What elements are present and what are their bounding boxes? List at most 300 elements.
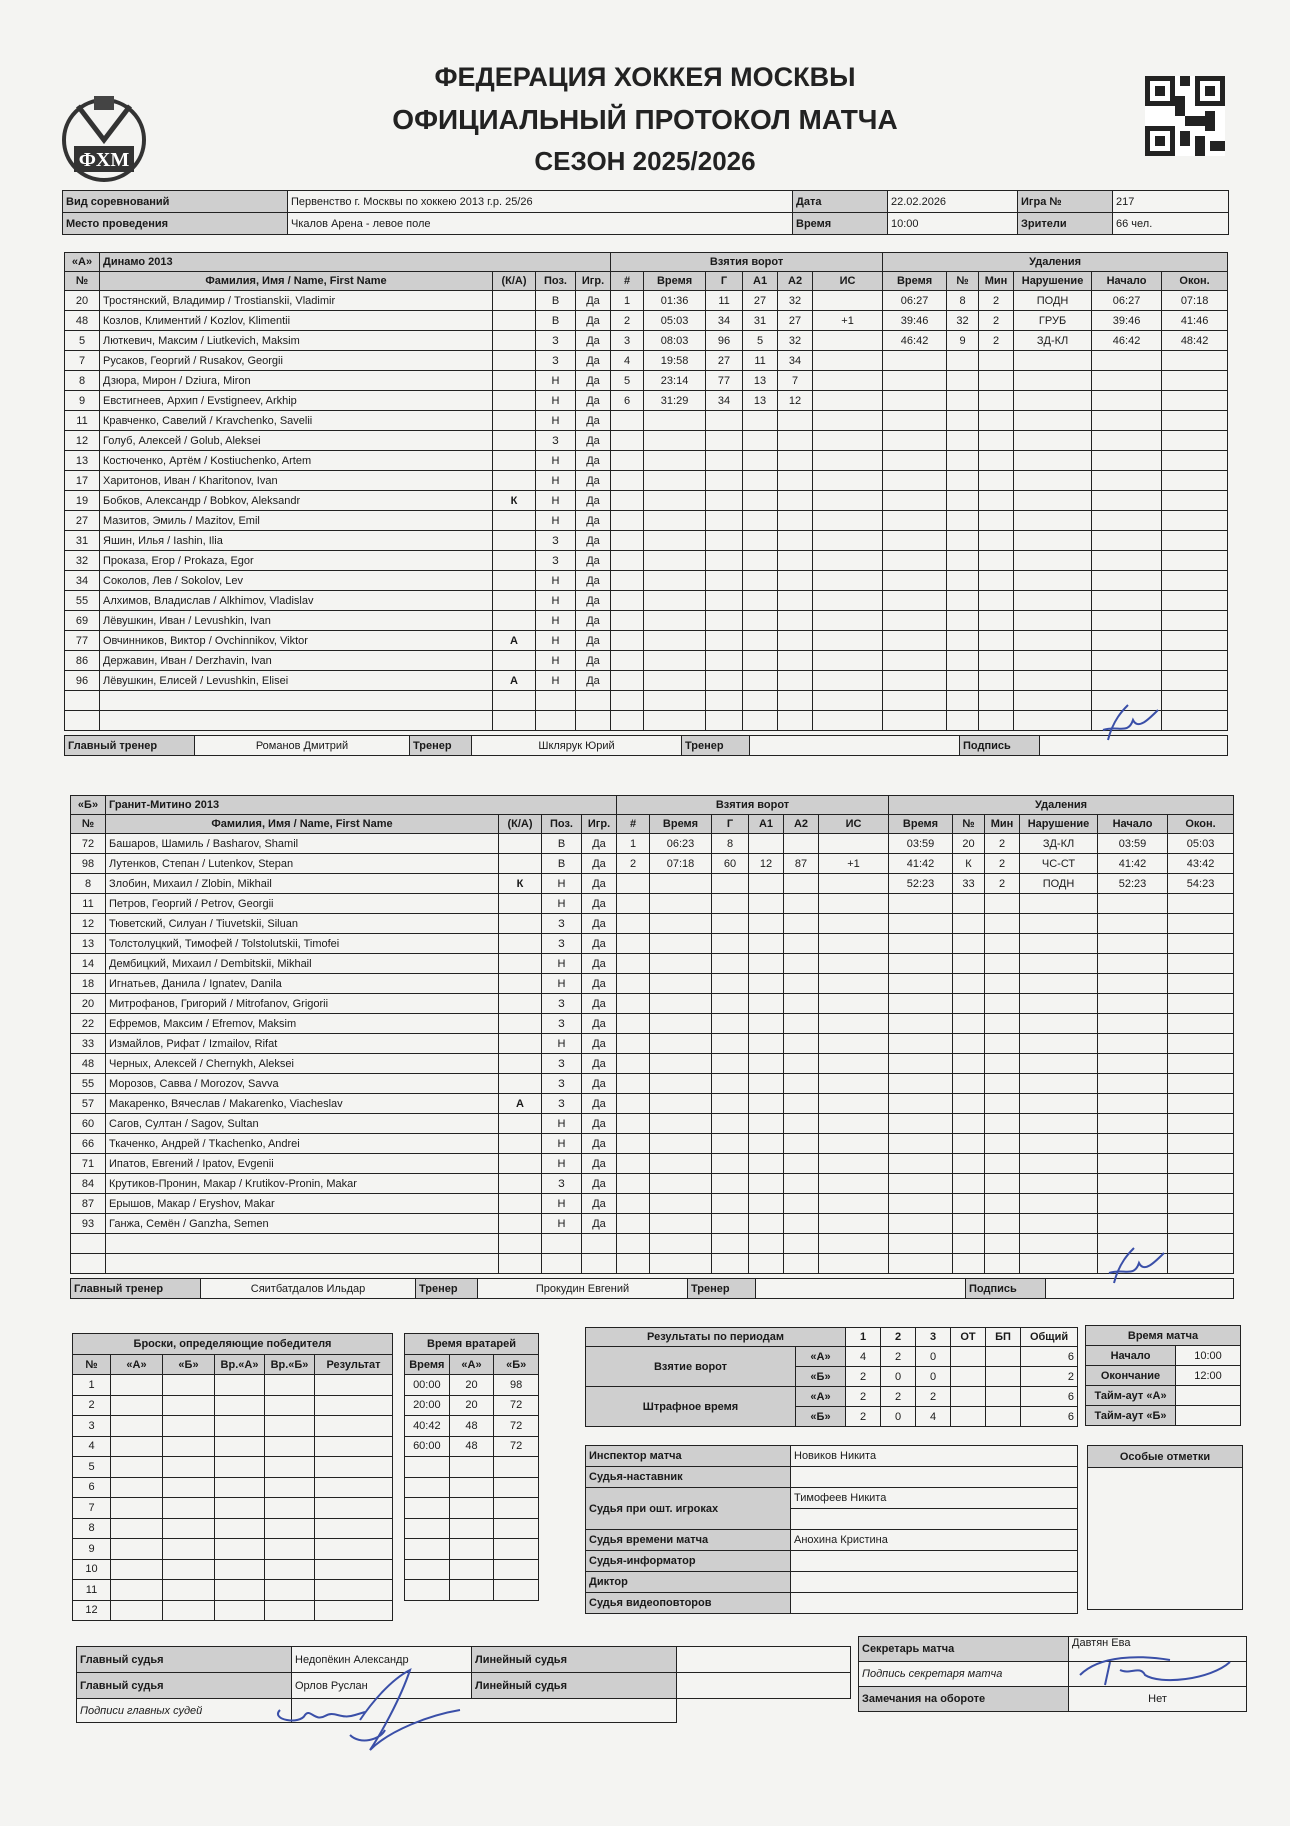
player-pos: Н: [536, 651, 576, 671]
penalty-period-value: 4: [916, 1407, 951, 1427]
penalty-num: [953, 1214, 985, 1234]
shootout-cell: [265, 1518, 315, 1539]
player-played: Да: [582, 954, 617, 974]
match-time-table: [1085, 1325, 1241, 1426]
penalty-start: [1092, 491, 1162, 511]
column-header-pos: Поз.: [542, 815, 582, 834]
goal-is: [819, 954, 889, 974]
player-row: [71, 1074, 1234, 1094]
shootout-number: 10: [73, 1559, 111, 1580]
goal-g: [706, 491, 743, 511]
player-num: 72: [71, 834, 106, 854]
announcer-label: Диктор: [586, 1572, 791, 1593]
goalie-row: [405, 1498, 539, 1519]
goalie-change-time: [405, 1498, 450, 1519]
goal-n: [611, 591, 644, 611]
penalty-min: [985, 1234, 1020, 1254]
penalty-end: [1162, 591, 1228, 611]
goal-n: [617, 914, 650, 934]
goal-g: [712, 1214, 749, 1234]
goal-a1: 31: [743, 311, 778, 331]
goal-is: [813, 371, 883, 391]
goalie-row: [405, 1395, 539, 1416]
goal-n: 1: [617, 834, 650, 854]
penalty-num: [953, 1054, 985, 1074]
goal-a2: [784, 1094, 819, 1114]
penalty-min: [979, 711, 1014, 731]
player-name: Тростянский, Владимир / Trostianskii, Vladimir: [100, 291, 493, 311]
goal-g: [706, 591, 743, 611]
player-pos: Н: [542, 874, 582, 894]
player-pos: Н: [536, 371, 576, 391]
player-name: Яшин, Илья / Iashin, Ilia: [100, 531, 493, 551]
penalty-min: [979, 391, 1014, 411]
column-header-row: [71, 815, 1234, 834]
goal-g: [712, 974, 749, 994]
player-row: [65, 391, 1228, 411]
penalty-min: [985, 1074, 1020, 1094]
penalty-start: [1098, 1054, 1168, 1074]
goal-time: [644, 591, 706, 611]
penalty-min: [985, 1154, 1020, 1174]
special-notes-title: Особые отметки: [1088, 1446, 1243, 1468]
player-played: Да: [582, 1214, 617, 1234]
shootout-cell: [163, 1600, 215, 1621]
end-value: 12:00: [1176, 1366, 1241, 1386]
shootout-row: [73, 1539, 393, 1560]
shootout-cell: [215, 1498, 265, 1519]
goalie-a-number: [449, 1580, 494, 1601]
player-ka: [493, 411, 536, 431]
goals-period-value: 0: [881, 1367, 916, 1387]
player-num: 5: [65, 331, 100, 351]
goal-g: [706, 471, 743, 491]
player-name: Митрофанов, Григорий / Mitrofanov, Grigorii: [106, 994, 499, 1014]
coach-label: Тренер: [410, 736, 472, 756]
coach2-name: [756, 1279, 966, 1299]
penalty-end: [1168, 1114, 1234, 1134]
penalty-end: [1168, 954, 1234, 974]
referee-signature-icon: [260, 1650, 520, 1760]
penalty-min: [985, 1034, 1020, 1054]
shootout-cell: [265, 1375, 315, 1396]
penalty-end: [1162, 711, 1228, 731]
player-played: Да: [576, 571, 611, 591]
player-name: Лутенков, Степан / Lutenkov, Stepan: [106, 854, 499, 874]
column-header-row: [65, 272, 1228, 291]
goalie-a-number: 48: [449, 1436, 494, 1457]
goalie-row: [405, 1518, 539, 1539]
penalty-start: 39:46: [1092, 311, 1162, 331]
player-num: 9: [65, 391, 100, 411]
goal-n: [611, 451, 644, 471]
season-title: СЕЗОН 2025/2026: [534, 146, 756, 176]
timeout-b-label: Тайм-аут «Б»: [1086, 1406, 1176, 1426]
penalty-end: [1168, 1074, 1234, 1094]
penalty-time: [883, 431, 947, 451]
shootout-cell: [111, 1395, 163, 1416]
player-row: [71, 874, 1234, 894]
player-row: [65, 291, 1228, 311]
column-header-p-time: Время: [883, 272, 947, 291]
column-header-p-end: Окон.: [1162, 272, 1228, 291]
goal-time: [650, 1174, 712, 1194]
team-name: Гранит-Митино 2013: [106, 796, 617, 815]
player-pos: [536, 691, 576, 711]
goalie-row: [405, 1539, 539, 1560]
penalty-end: 41:46: [1162, 311, 1228, 331]
signature-label: Подпись: [960, 736, 1040, 756]
penalty-start: [1092, 411, 1162, 431]
penalty-min: [985, 1214, 1020, 1234]
column-header-p-time: Время: [889, 815, 953, 834]
player-played: Да: [576, 451, 611, 471]
period-header: Общий: [1021, 1328, 1078, 1347]
penalty-start: 03:59: [1098, 834, 1168, 854]
penalty-end: [1168, 974, 1234, 994]
penalty-time: [889, 1054, 953, 1074]
goal-a1: [749, 1014, 784, 1034]
penalty-end: [1162, 451, 1228, 471]
goal-g: [706, 531, 743, 551]
goal-g: 60: [712, 854, 749, 874]
goal-n: [617, 1014, 650, 1034]
player-row: [65, 691, 1228, 711]
penalty-inf: ЧС-СТ: [1020, 854, 1098, 874]
penalty-num: [947, 671, 979, 691]
player-pos: З: [542, 1074, 582, 1094]
player-num: [65, 711, 100, 731]
goal-time: [650, 1234, 712, 1254]
goalie-time-table: [404, 1333, 539, 1601]
player-name: Кравченко, Савелий / Kravchenko, Savelii: [100, 411, 493, 431]
goal-n: [617, 1114, 650, 1134]
column-header-played: Игр.: [582, 815, 617, 834]
player-pos: З: [542, 1174, 582, 1194]
penalty-time: [889, 1194, 953, 1214]
player-ka: [499, 1074, 542, 1094]
player-name: Башаров, Шамиль / Basharov, Shamil: [106, 834, 499, 854]
player-played: Да: [582, 874, 617, 894]
player-played: Да: [582, 934, 617, 954]
column-header-g-num: #: [617, 815, 650, 834]
penalty-start: [1098, 1214, 1168, 1234]
goal-a2: [784, 874, 819, 894]
results-title: Результаты по периодам: [586, 1328, 846, 1347]
penalty-time: [883, 631, 947, 651]
penalty-end: [1162, 691, 1228, 711]
team-a-label: «А»: [796, 1387, 846, 1407]
player-pos: З: [536, 551, 576, 571]
player-num: [65, 691, 100, 711]
player-pos: [542, 1254, 582, 1274]
penalty-end: [1168, 894, 1234, 914]
shootouts-table: [72, 1333, 393, 1621]
player-pos: З: [536, 331, 576, 351]
team-b-roster-table: [70, 795, 1234, 1274]
penalty-min: [979, 651, 1014, 671]
player-played: Да: [582, 1194, 617, 1214]
penalty-time: [883, 511, 947, 531]
penalty-inf: [1014, 551, 1092, 571]
player-played: Да: [576, 531, 611, 551]
column-header-p-end: Окон.: [1168, 815, 1234, 834]
penalty-min: [979, 551, 1014, 571]
player-ka: [493, 691, 536, 711]
player-pos: В: [536, 291, 576, 311]
goal-n: [611, 511, 644, 531]
column-header-g-g: Г: [712, 815, 749, 834]
goal-is: +1: [813, 311, 883, 331]
column-header-g-time: Время: [644, 272, 706, 291]
player-row: [71, 1054, 1234, 1074]
goal-n: [611, 551, 644, 571]
penalty-end: [1168, 1154, 1234, 1174]
goalie-a-number: 48: [449, 1416, 494, 1437]
player-row: [65, 431, 1228, 451]
penalty-min: [979, 431, 1014, 451]
penalty-min: [985, 974, 1020, 994]
shootout-cell: [111, 1436, 163, 1457]
goal-a2: 12: [778, 391, 813, 411]
goal-n: [617, 874, 650, 894]
column-header-num: №: [71, 815, 106, 834]
goal-is: [813, 471, 883, 491]
shootout-cell: [315, 1600, 393, 1621]
penalty-num: [953, 1114, 985, 1134]
goalies-title-row: [405, 1334, 539, 1355]
goal-a1: [743, 671, 778, 691]
player-ka: [493, 711, 536, 731]
goal-n: [611, 671, 644, 691]
goal-is: [819, 1094, 889, 1114]
player-num: 12: [65, 431, 100, 451]
penalty-num: 20: [953, 834, 985, 854]
penalty-end: 07:18: [1162, 291, 1228, 311]
column-header-name: Фамилия, Имя / Name, First Name: [106, 815, 499, 834]
penalty-min: [979, 631, 1014, 651]
goal-a1: [749, 894, 784, 914]
goal-is: [819, 894, 889, 914]
penalty-num: [947, 471, 979, 491]
penalty-min: 2: [979, 291, 1014, 311]
goal-a2: 87: [784, 854, 819, 874]
penalties-title: Удаления: [889, 796, 1234, 815]
penalty-inf: [1020, 1154, 1098, 1174]
team-a-label: «А»: [796, 1347, 846, 1367]
player-pos: В: [542, 834, 582, 854]
penalty-time: [883, 391, 947, 411]
column-header-p-num: №: [947, 272, 979, 291]
player-name: Лёвушкин, Елисей / Levushkin, Elisei: [100, 671, 493, 691]
goal-a2: [784, 1014, 819, 1034]
goal-g: [712, 934, 749, 954]
penalty-num: [947, 391, 979, 411]
player-ka: [499, 1014, 542, 1034]
goal-g: [706, 651, 743, 671]
player-ka: [493, 451, 536, 471]
penalty-inf: [1014, 451, 1092, 471]
goalie-b-number: [494, 1477, 539, 1498]
goal-a2: [778, 491, 813, 511]
penalty-num: [947, 511, 979, 531]
penalty-end: 05:03: [1168, 834, 1234, 854]
period-results-table: [585, 1327, 1078, 1427]
goal-g: 8: [712, 834, 749, 854]
goal-time: [650, 974, 712, 994]
player-ka: [499, 1054, 542, 1074]
penalty-start: [1098, 1014, 1168, 1034]
goal-a1: [749, 1074, 784, 1094]
shootout-cell: [111, 1559, 163, 1580]
penalty-min: [985, 994, 1020, 1014]
goal-a1: [749, 1134, 784, 1154]
goal-n: [617, 1074, 650, 1094]
player-pos: Н: [536, 571, 576, 591]
penalty-num: К: [953, 854, 985, 874]
penalty-inf: ЗД-КЛ: [1014, 331, 1092, 351]
player-name: Люткевич, Максим / Liutkevich, Maksim: [100, 331, 493, 351]
penalty-inf: [1020, 974, 1098, 994]
goals-period-value: [951, 1367, 986, 1387]
penalty-num: [953, 1034, 985, 1054]
player-num: 48: [71, 1054, 106, 1074]
goalie-a-number: [449, 1518, 494, 1539]
player-played: Да: [576, 611, 611, 631]
player-pos: З: [542, 934, 582, 954]
goal-n: 4: [611, 351, 644, 371]
penalty-num: [953, 1094, 985, 1114]
goal-is: [813, 291, 883, 311]
goal-a2: 34: [778, 351, 813, 371]
goal-time: [650, 954, 712, 974]
goal-n: 2: [611, 311, 644, 331]
player-ka: [493, 511, 536, 531]
head-coach-label: Главный тренер: [71, 1279, 201, 1299]
penalty-start: [1092, 611, 1162, 631]
goalie-b-number: 98: [494, 1375, 539, 1396]
goal-time: [650, 994, 712, 1014]
match-info-table: [62, 190, 1229, 235]
coach-name: Прокудин Евгений: [478, 1279, 688, 1299]
penalty-min: [985, 1014, 1020, 1034]
column-header-p-num: №: [953, 815, 985, 834]
shootouts-header: Вр.«А»: [215, 1355, 265, 1375]
penalty-end: [1168, 1194, 1234, 1214]
goal-n: [617, 974, 650, 994]
goal-a2: [778, 451, 813, 471]
player-name: Измайлов, Рифат / Izmailov, Rifat: [106, 1034, 499, 1054]
penalty-start: [1092, 391, 1162, 411]
goal-n: [611, 431, 644, 451]
goal-a2: [784, 954, 819, 974]
player-num: 13: [71, 934, 106, 954]
goal-n: [611, 571, 644, 591]
shootout-cell: [265, 1559, 315, 1580]
penalty-time: [889, 1014, 953, 1034]
player-name: Проказа, Егор / Prokaza, Egor: [100, 551, 493, 571]
penalty-period-value: 2: [881, 1387, 916, 1407]
penalty-start: [1098, 1174, 1168, 1194]
player-row: [71, 1194, 1234, 1214]
penalty-time: [883, 571, 947, 591]
goal-g: 27: [706, 351, 743, 371]
penalty-end: [1162, 571, 1228, 591]
goal-is: [819, 1054, 889, 1074]
goal-a2: [784, 994, 819, 1014]
player-pos: Н: [536, 471, 576, 491]
goal-a2: [784, 1234, 819, 1254]
goal-a1: [743, 691, 778, 711]
goal-g: [712, 1114, 749, 1134]
player-played: Да: [582, 854, 617, 874]
goal-g: [712, 914, 749, 934]
player-row: [65, 371, 1228, 391]
player-ka: [493, 331, 536, 351]
player-name: Овчинников, Виктор / Ovchinnikov, Viktor: [100, 631, 493, 651]
player-num: 12: [71, 914, 106, 934]
penalty-time: [889, 914, 953, 934]
player-pos: З: [542, 914, 582, 934]
goal-n: [617, 894, 650, 914]
player-num: [71, 1234, 106, 1254]
shootout-cell: [315, 1457, 393, 1478]
penalty-time: [883, 371, 947, 391]
shootout-row: [73, 1416, 393, 1437]
player-pos: В: [542, 854, 582, 874]
goal-n: [611, 471, 644, 491]
penalty-num: [947, 431, 979, 451]
goal-a2: [784, 1174, 819, 1194]
player-name: Мазитов, Эмиль / Mazitov, Emil: [100, 511, 493, 531]
penalty-time: [889, 1214, 953, 1234]
goal-a2: [784, 934, 819, 954]
goal-time: [650, 874, 712, 894]
penalty-inf: ЗД-КЛ: [1020, 834, 1098, 854]
player-played: Да: [582, 1034, 617, 1054]
shootout-cell: [315, 1559, 393, 1580]
goalie-b-number: [494, 1518, 539, 1539]
period-header: 1: [846, 1328, 881, 1347]
goal-a1: [743, 611, 778, 631]
goal-time: [650, 934, 712, 954]
player-row: [71, 994, 1234, 1014]
penalty-inf: [1020, 1174, 1098, 1194]
player-ka: [493, 571, 536, 591]
player-pos: Н: [536, 411, 576, 431]
player-num: 31: [65, 531, 100, 551]
player-ka: [499, 1194, 542, 1214]
player-ka: А: [499, 1094, 542, 1114]
player-num: 87: [71, 1194, 106, 1214]
column-header-played: Игр.: [576, 272, 611, 291]
goal-time: [644, 411, 706, 431]
goalie-change-time: [405, 1457, 450, 1478]
goal-time: 08:03: [644, 331, 706, 351]
goal-a2: [784, 1254, 819, 1274]
player-ka: [493, 651, 536, 671]
penalty-end: [1168, 994, 1234, 1014]
penalty-min: [985, 1054, 1020, 1074]
player-played: Да: [582, 1174, 617, 1194]
penalty-start: 41:42: [1098, 854, 1168, 874]
goal-g: 96: [706, 331, 743, 351]
team-header-row: [71, 796, 1234, 815]
player-num: 13: [65, 451, 100, 471]
player-num: 8: [71, 874, 106, 894]
goals-period-value: 4: [846, 1347, 881, 1367]
goal-a1: [749, 934, 784, 954]
